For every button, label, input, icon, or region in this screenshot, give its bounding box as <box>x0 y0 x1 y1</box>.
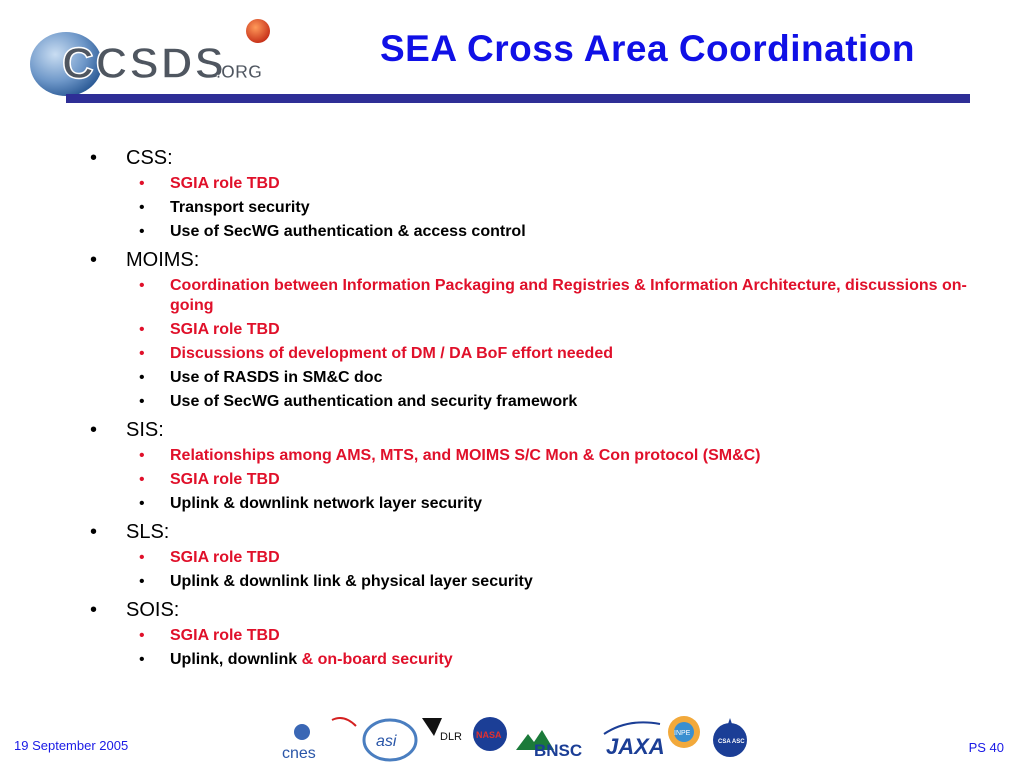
slide-title: SEA Cross Area Coordination <box>380 28 916 69</box>
nasa-logo-text: NASA <box>476 730 502 740</box>
sub-bullet-text: SGIA role TBD <box>170 471 280 488</box>
sub-bullet-text: Uplink & downlink network layer security <box>170 495 483 512</box>
sub-bullet-text: SGIA role TBD <box>170 549 280 566</box>
bullet-label: MOIMS: <box>126 249 200 271</box>
title-underline-bar <box>66 94 970 103</box>
jaxa-logo <box>604 722 665 759</box>
bullet-dot-icon: • <box>139 393 145 410</box>
bullet-list <box>90 140 990 670</box>
inpe-logo <box>668 716 700 748</box>
dlr-logo-text: DLR <box>440 731 463 743</box>
bullet-dot-icon: • <box>139 321 145 338</box>
sub-bullet-text: Discussions of development of DM / DA BoF effort needed <box>170 345 613 362</box>
bullet-dot-icon: • <box>90 419 98 441</box>
asi-logo <box>332 718 416 760</box>
sub-bullet-text: Transport security <box>170 199 310 216</box>
sub-bullet-text-highlight: & on-board security <box>301 651 453 668</box>
bullet-label: SLS: <box>126 521 170 543</box>
sub-bullet <box>90 650 990 670</box>
asi-logo-text: asi <box>376 733 397 750</box>
sub-bullet <box>90 276 990 316</box>
bullet-label: CSS: <box>126 147 173 169</box>
bullet-sis <box>90 418 990 442</box>
cnes-logo <box>282 724 316 762</box>
cnes-logo-text: cnes <box>282 745 316 762</box>
bullet-dot-icon: • <box>139 573 145 590</box>
bullet-sois <box>90 598 990 622</box>
footer-date: 19 September 2005 <box>14 738 129 753</box>
bullet-css <box>90 146 990 170</box>
bullet-dot-icon: • <box>139 199 145 216</box>
bullet-dot-icon: • <box>139 471 145 488</box>
bullet-dot-icon: • <box>90 599 98 621</box>
bullet-dot-icon: • <box>139 175 145 192</box>
jaxa-logo-text: JAXA <box>606 734 665 759</box>
csa-logo-text: CSA ASC <box>718 739 745 745</box>
bullet-label: SIS: <box>126 419 164 441</box>
bullet-dot-icon: • <box>90 521 98 543</box>
sub-bullet-text: SGIA role TBD <box>170 321 280 338</box>
sub-bullet <box>90 548 990 568</box>
bullet-dot-icon: • <box>139 345 145 362</box>
bullet-dot-icon: • <box>90 147 98 169</box>
agency-logos-strip <box>272 712 752 768</box>
sub-bullet <box>90 572 990 592</box>
sub-bullet-text: Uplink & downlink link & physical layer security <box>170 573 533 590</box>
bullet-dot-icon: • <box>139 627 145 644</box>
bullet-dot-icon: • <box>90 249 98 271</box>
sub-bullet-text: Use of SecWG authentication & access control <box>170 223 526 240</box>
page-number: PS 40 <box>968 740 1004 755</box>
bullet-dot-icon: • <box>139 549 145 566</box>
bnsc-logo <box>516 730 582 760</box>
sub-bullet <box>90 494 990 514</box>
sub-bullet-text: Use of SecWG authentication and security framework <box>170 393 578 410</box>
svg-text:.ORG: .ORG <box>216 62 263 82</box>
sub-bullet-text: SGIA role TBD <box>170 627 280 644</box>
bullet-dot-icon: • <box>139 651 145 668</box>
sub-bullet-text: Coordination between Information Packaging and Registries & Information Architecture, discussions on-going <box>170 277 967 314</box>
bullet-sls <box>90 520 990 544</box>
sub-bullet-text: Uplink, downlink <box>170 651 302 668</box>
bullet-label: SOIS: <box>126 599 180 621</box>
sub-bullet <box>90 626 990 646</box>
sub-bullet <box>90 368 990 388</box>
sub-bullet-text: Relationships among AMS, MTS, and MOIMS S/C Mon & Con protocol (SM&C) <box>170 447 761 464</box>
sub-bullet <box>90 174 990 194</box>
sub-bullet <box>90 344 990 364</box>
bullet-dot-icon: • <box>139 223 145 240</box>
sub-bullet-text: Use of RASDS in SM&C doc <box>170 369 383 386</box>
sub-bullet <box>90 198 990 218</box>
svg-text:CCSDS: CCSDS <box>62 39 227 88</box>
sub-bullet <box>90 470 990 490</box>
bullet-moims <box>90 248 990 272</box>
bnsc-logo-text: BNSC <box>534 741 583 760</box>
bullet-dot-icon: • <box>139 277 145 294</box>
bullet-dot-icon: • <box>139 495 145 512</box>
sub-bullet <box>90 320 990 340</box>
sub-bullet <box>90 222 990 242</box>
sub-bullet <box>90 446 990 466</box>
inpe-logo-text: INPE <box>674 730 691 737</box>
ccsds-logo <box>28 18 298 100</box>
dlr-logo <box>422 718 462 743</box>
sub-bullet-text: SGIA role TBD <box>170 175 280 192</box>
sub-bullet <box>90 392 990 412</box>
bullet-dot-icon: • <box>139 369 145 386</box>
csa-logo <box>713 718 747 757</box>
nasa-logo <box>473 717 507 751</box>
bullet-dot-icon: • <box>139 447 145 464</box>
